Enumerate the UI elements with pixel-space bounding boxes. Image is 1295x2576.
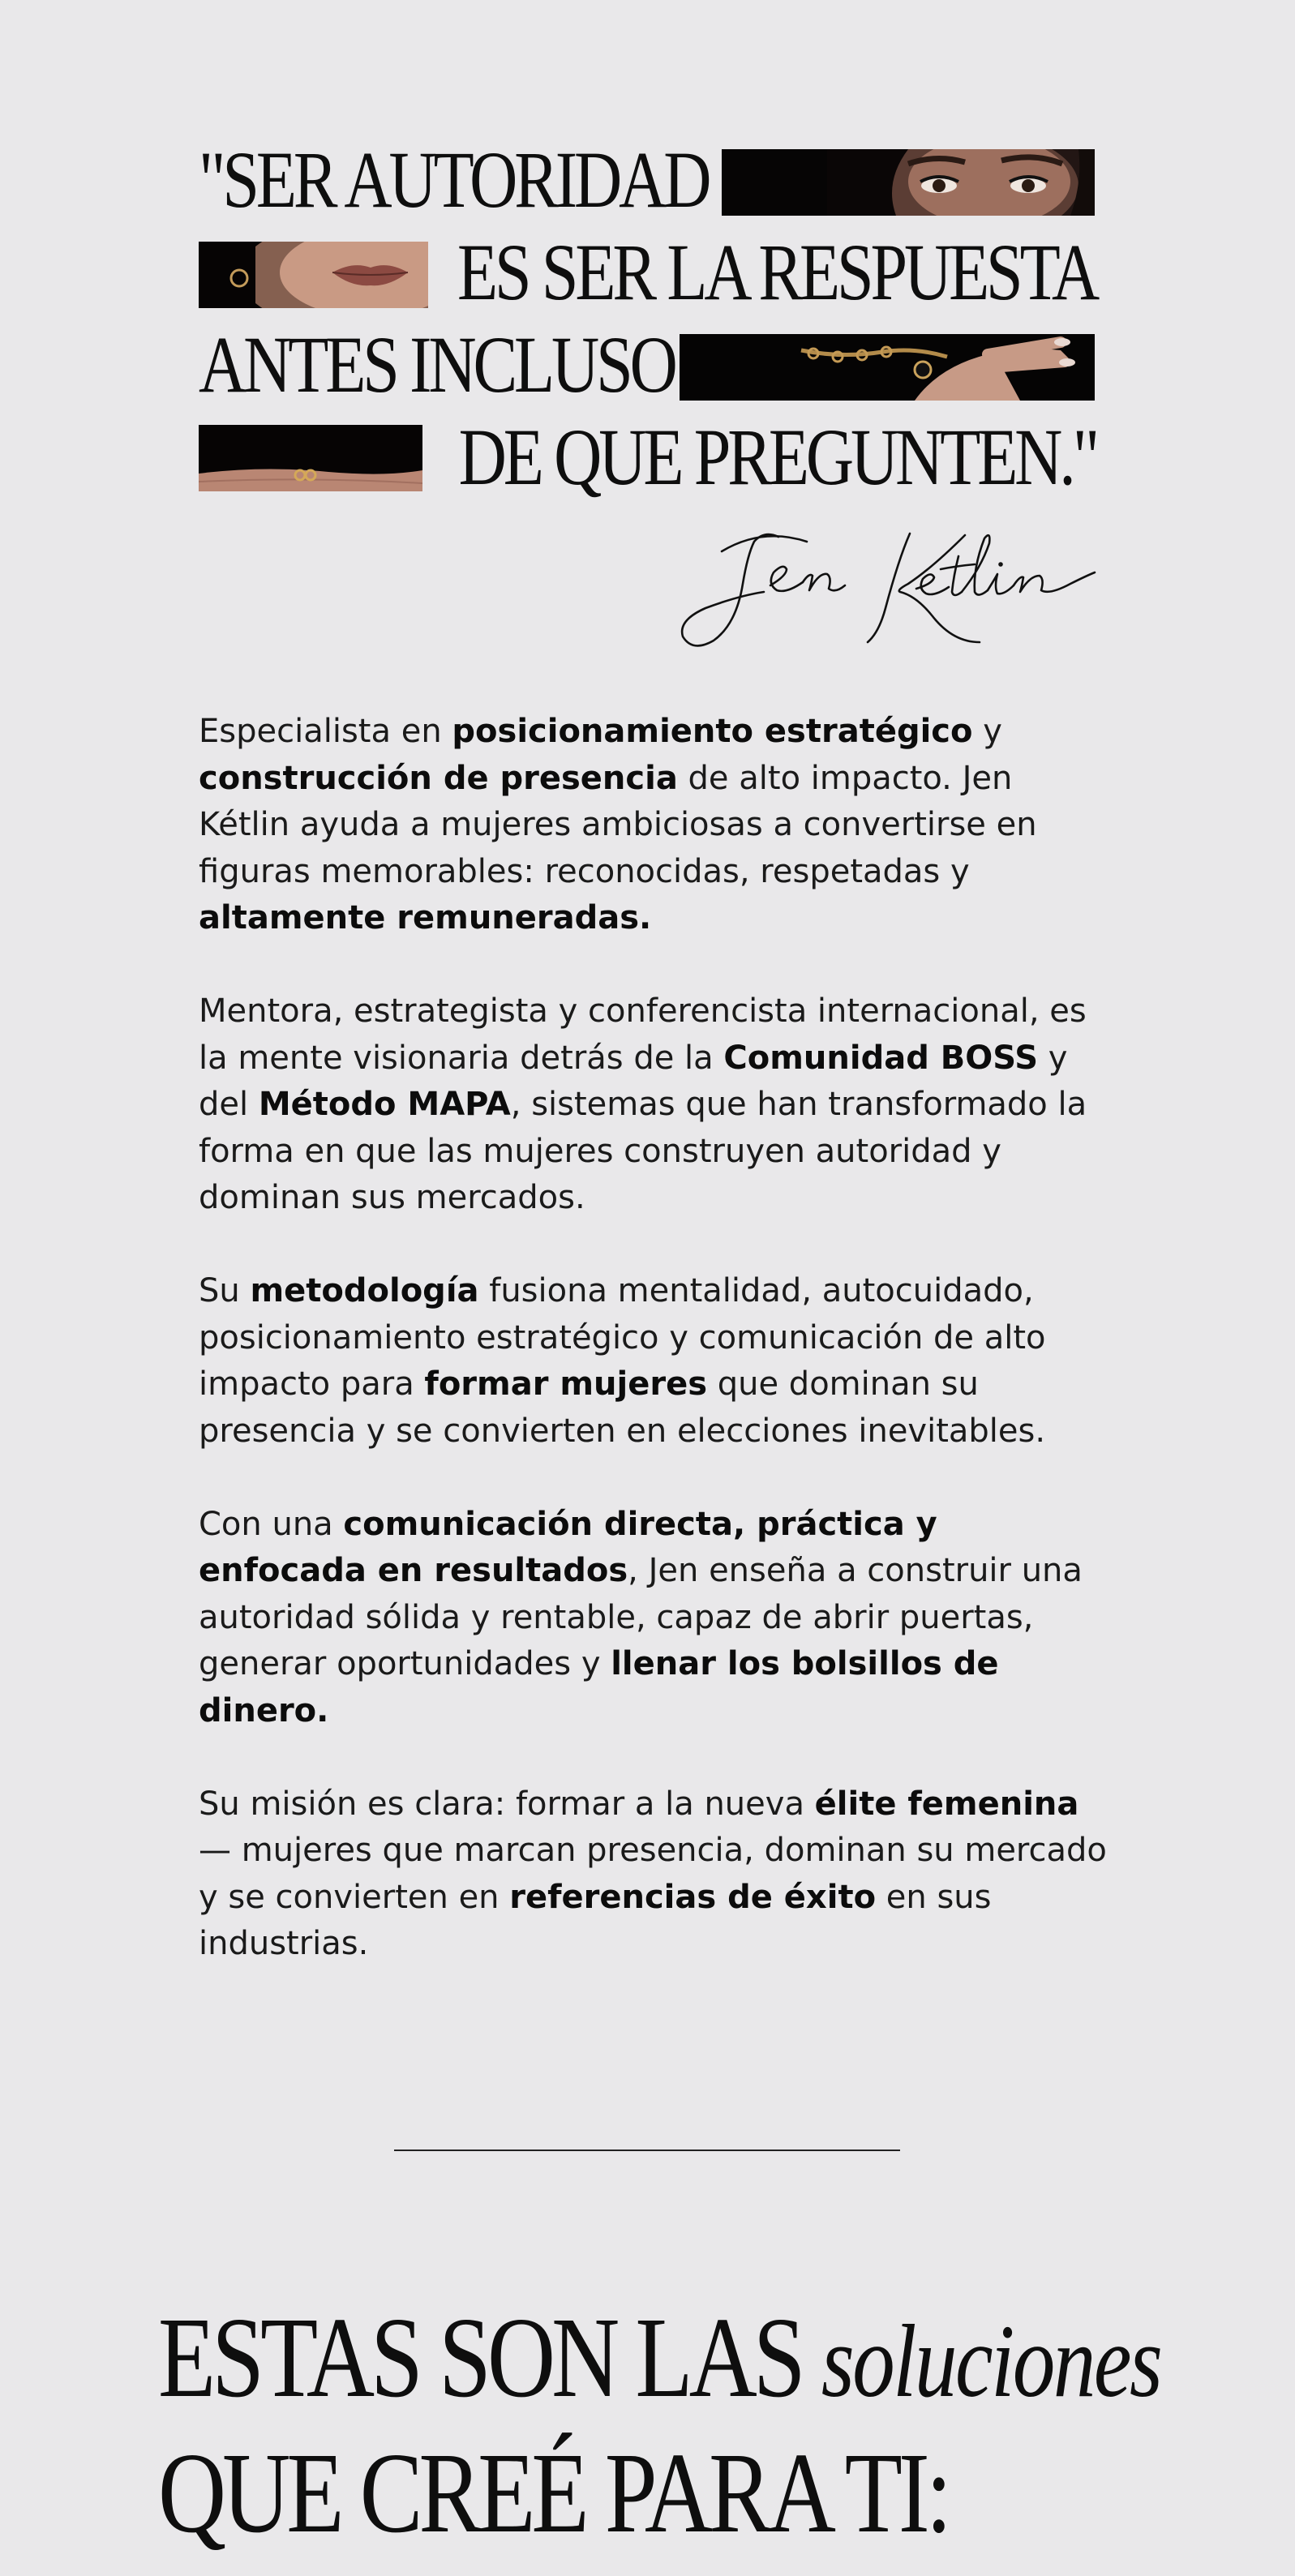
solutions-heading-line-1	[158, 2293, 1161, 2421]
quote-line-1: "SER AUTORIDAD	[199, 135, 709, 225]
bio-emphasis: posicionamiento estratégico	[452, 713, 973, 750]
signature-jen-ketlin	[673, 519, 1103, 665]
bio-text-run: — mujeres que marcan presencia, dominan su mercado y se convierten en	[199, 1832, 1107, 1916]
bio-paragraph-3	[199, 1268, 1107, 1455]
eyes-image	[722, 149, 1095, 216]
bio-text	[199, 709, 1107, 2014]
bio-text-run: fusiona mentalidad, autocuidado, posicionamiento estratégico y comunicación de alto impacto para	[199, 1272, 1046, 1403]
bio-paragraph-1	[199, 709, 1107, 942]
bio-paragraph-4	[199, 1502, 1107, 1735]
bio-text-run: y del	[199, 1039, 1068, 1123]
bio-emphasis: construcción de presencia	[199, 759, 678, 797]
bio-text-run: en sus industrias.	[199, 1878, 992, 1962]
bio-emphasis: referencias de éxito	[509, 1878, 877, 1916]
bio-text-run: Su	[199, 1272, 251, 1309]
lips-image	[199, 242, 428, 308]
solutions-heading-script: soluciones	[821, 2304, 1161, 2419]
bio-emphasis: formar mujeres	[424, 1365, 708, 1403]
bio-text-run: , sistemas que han transformado la forma en que las mujeres construyen autoridad y dominan sus mercados.	[199, 1086, 1087, 1216]
bio-emphasis: llenar los bolsillos de dinero.	[199, 1645, 999, 1729]
bio-emphasis: Comunidad BOSS	[723, 1039, 1039, 1077]
bio-text-run: Con una	[199, 1505, 344, 1543]
bio-text-run: Mentora, estrategista y conferencista internacional, es la mente visionaria detrás de la	[199, 992, 1087, 1077]
bio-text-run: Su misión es clara: formar a la nueva	[199, 1785, 815, 1823]
bio-paragraph-2	[199, 988, 1107, 1222]
bio-emphasis: comunicación directa, práctica y enfocada en resultados	[199, 1505, 937, 1589]
solutions-heading-line-2: QUE CREÉ PARA TI:	[158, 2428, 949, 2557]
quote-line-4: DE QUE PREGUNTEN."	[458, 412, 1096, 502]
bio-text-run: , Jen enseña a construir una autoridad sólida y rentable, capaz de abrir puertas, generar oportunidades y	[199, 1552, 1083, 1682]
bio-emphasis: metodología	[250, 1272, 479, 1309]
bracelet-image	[199, 425, 422, 491]
photo-strip-bracelet	[199, 425, 422, 491]
bio-text-run: Especialista en	[199, 713, 452, 750]
photo-strip-lips	[199, 242, 428, 308]
hand-jewelry-image	[680, 334, 1095, 401]
solutions-heading-text: ESTAS SON LAS	[158, 2293, 821, 2421]
section-divider	[394, 2150, 900, 2151]
quote-line-3: ANTES INCLUSO	[199, 319, 675, 409]
photo-strip-hand	[680, 334, 1095, 401]
photo-strip-eyes	[722, 149, 1095, 216]
bio-emphasis: élite femenina	[814, 1785, 1079, 1823]
bio-paragraph-5	[199, 1781, 1107, 1968]
bio-emphasis: Método MAPA	[258, 1086, 511, 1123]
bio-emphasis: altamente remuneradas.	[199, 899, 652, 937]
bio-text-run: de alto impacto. Jen Kétlin ayuda a mujeres ambiciosas a convertirse en figuras memorables: reconocidas, respetadas y	[199, 759, 1037, 890]
bio-text-run: que dominan su presencia y se convierten en elecciones inevitables.	[199, 1365, 1046, 1450]
quote-line-2: ES SER LA RESPUESTA	[457, 227, 1096, 317]
bio-text-run: y	[972, 713, 1002, 750]
